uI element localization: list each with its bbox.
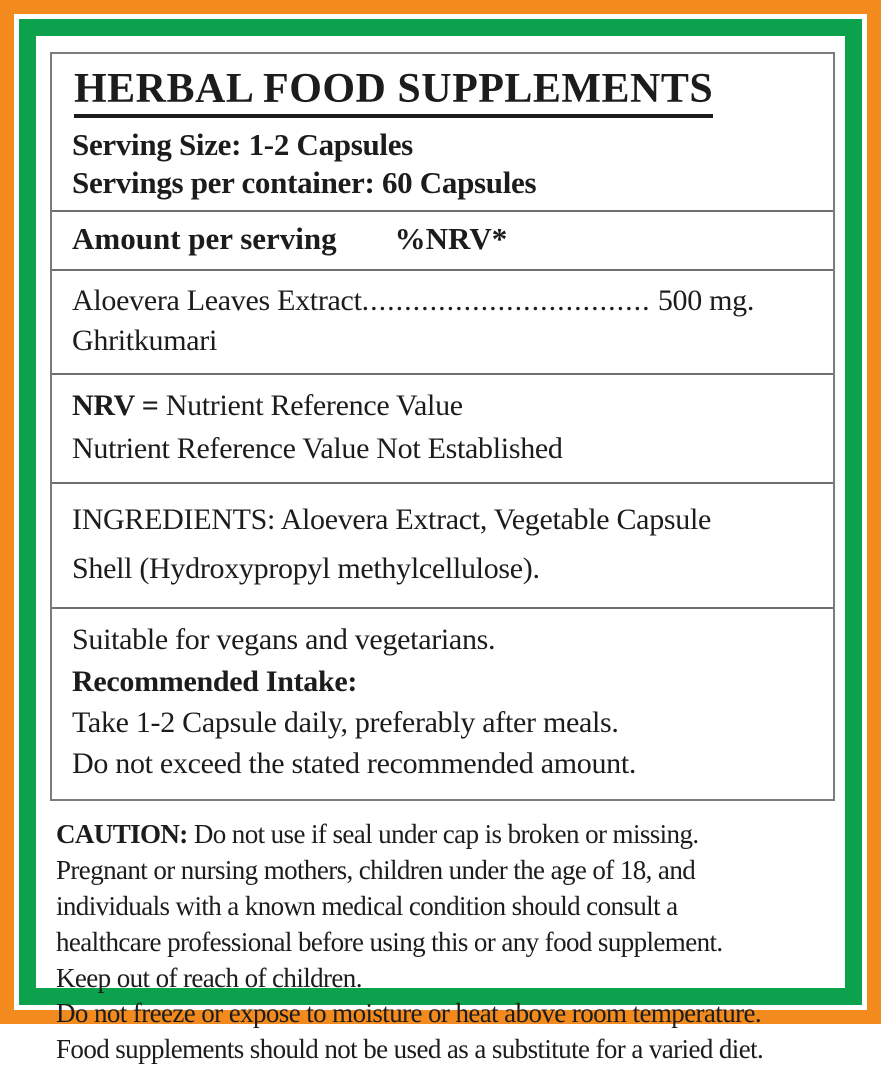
ingredients-section	[52, 482, 833, 607]
caution-line: Keep out of reach of children.	[56, 962, 362, 993]
nutrient-common-name: Ghritkumari	[72, 323, 218, 357]
title-row	[72, 60, 813, 126]
caution-line: Do not freeze or expose to moisture or heat above room temperature.	[56, 998, 762, 1029]
label-content-area	[36, 36, 845, 1065]
caution-text: Do not use if seal under cap is broken or missing.	[193, 818, 699, 849]
nutrient-amount: 500 mg.	[657, 283, 755, 317]
caution-line: individuals with a known medical condition should consult a	[56, 890, 678, 921]
amount-per-serving-header: Amount per serving	[72, 220, 337, 256]
intake-limit: Do not exceed the stated recommended amount.	[72, 747, 637, 781]
nrv-not-established-line: Nutrient Reference Value Not Established	[72, 431, 563, 465]
nutrient-row	[72, 281, 813, 321]
inner-green-border	[19, 19, 862, 1065]
nrv-definition: Nutrient Reference Value	[165, 388, 463, 422]
nutrient-row-section	[52, 269, 833, 373]
caution-label: CAUTION:	[56, 818, 188, 849]
servings-per-container-line: Servings per container: 60 Capsules	[72, 165, 537, 200]
nrv-column-header: %NRV*	[394, 220, 508, 256]
recommended-intake-heading: Recommended Intake:	[72, 664, 358, 698]
ingredients-line-1: INGREDIENTS: Aloevera Extract, Vegetable Capsule	[72, 503, 712, 537]
leader-dots: ..................................	[361, 283, 651, 317]
caution-line: healthcare professional before using this or any food supplement.	[56, 926, 723, 957]
usage-section	[52, 607, 833, 799]
caution-paragraph	[56, 817, 835, 1068]
serving-size-line: Serving Size: 1-2 Capsules	[72, 127, 413, 163]
ingredients-line-2: Shell (Hydroxypropyl methylcellulose).	[72, 551, 540, 585]
vegan-statement: Suitable for vegans and vegetarians.	[72, 623, 496, 657]
nrv-abbr: NRV =	[72, 388, 159, 422]
supplement-facts-panel	[50, 52, 835, 801]
panel-header-section	[52, 54, 833, 210]
caution-line	[56, 817, 835, 853]
caution-line: Pregnant or nursing mothers, children under the age of 18, and	[56, 854, 696, 885]
white-gap-border	[14, 14, 867, 1065]
intake-instruction: Take 1-2 Capsule daily, preferably after meals.	[72, 706, 619, 740]
caution-line: Food supplements should not be used as a substitute for a varied diet.	[56, 1034, 764, 1065]
column-header-row	[52, 210, 833, 269]
page-title: HERBAL FOOD SUPPLEMENTS	[74, 66, 713, 118]
nrv-note-section	[52, 373, 833, 482]
nutrient-name: Aloevera Leaves Extract	[72, 283, 362, 317]
nrv-definition-line	[72, 385, 813, 428]
